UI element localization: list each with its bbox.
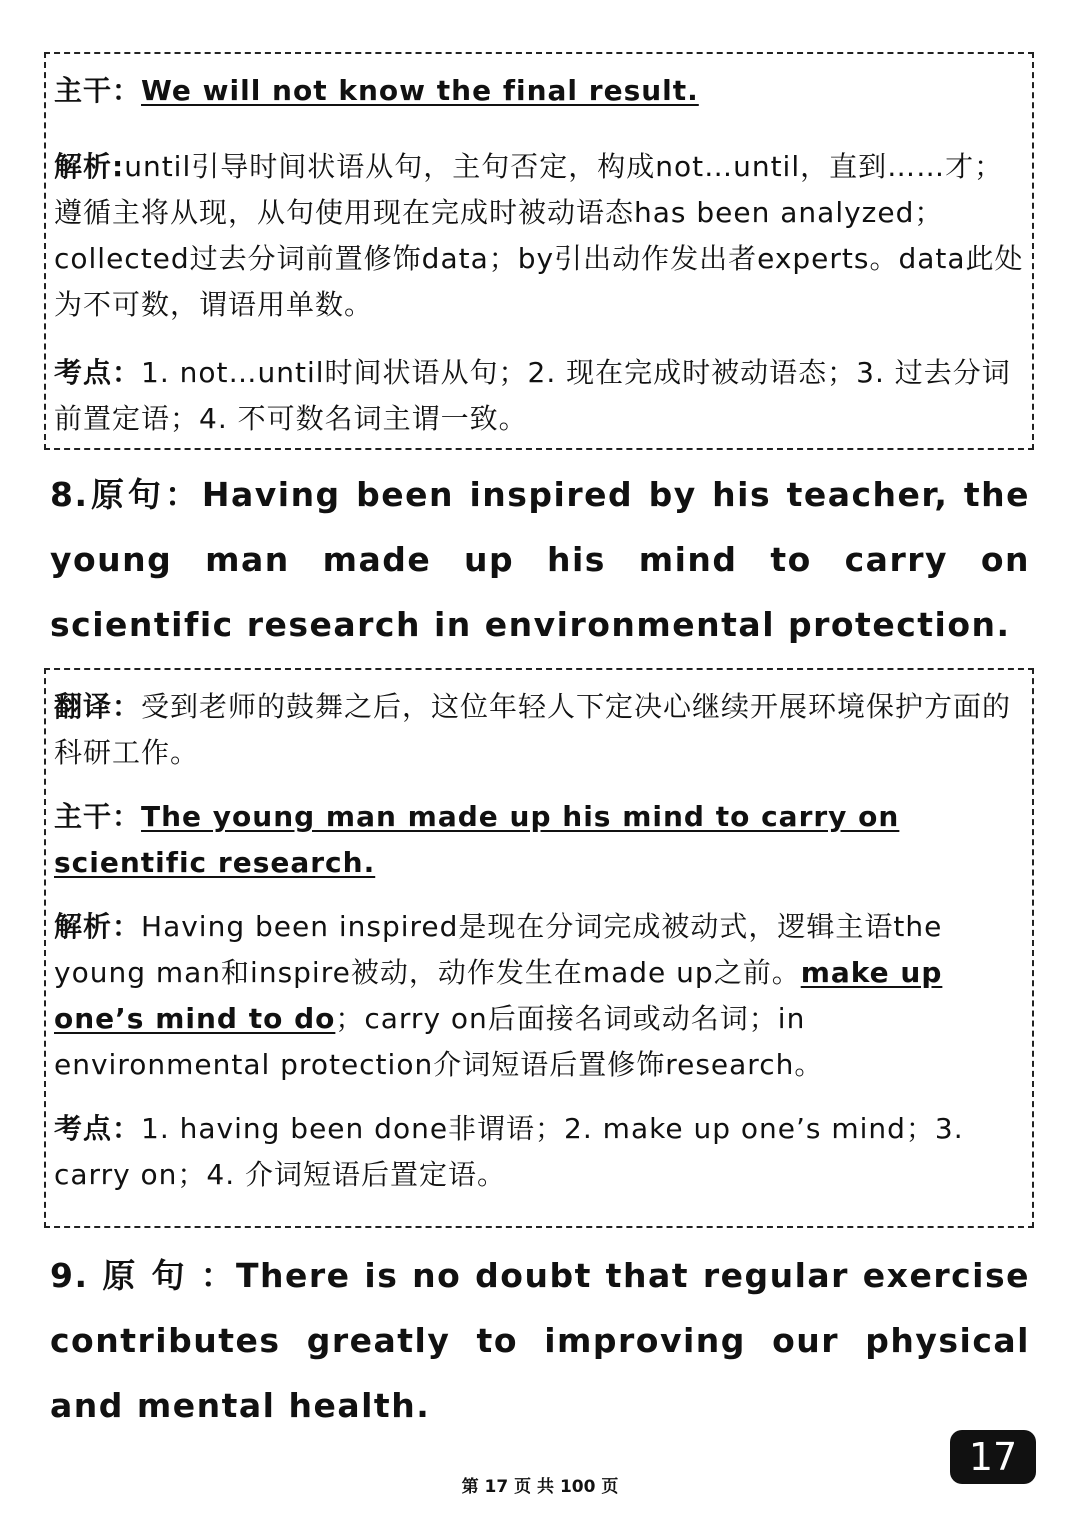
analysis	[54, 144, 1024, 328]
page-footer: 第 17 页 共 100 页	[461, 1477, 619, 1497]
test-points	[54, 1106, 1024, 1198]
translation	[54, 684, 1024, 776]
main-clause	[54, 794, 1024, 886]
translation-label: 翻译：	[54, 690, 142, 723]
analysis-text: until引导时间状语从句，主句否定，构成not…until，直到……才；遵循主将从现，从句使用现在完成时被动语态has been analyzed；collected过去分词前置修饰data；by引出动作发出者experts。data此处为不可数，谓语用单数。	[54, 150, 1024, 321]
main-clause-text: The young man made up his mind to carry on scientific research.	[54, 800, 900, 879]
sentence-8-text: Having been inspired by his teacher, the young man made up his mind to carry on scientific research in environmental protection.	[50, 475, 1030, 644]
test-points-label: 考点：	[54, 356, 142, 389]
translation-text: 受到老师的鼓舞之后，这位年轻人下定决心继续开展环境保护方面的科研工作。	[54, 690, 1012, 769]
sentence-9-text: There is no doubt that regular exercise contributes greatly to improving our physical and mental health.	[50, 1256, 1030, 1425]
main-clause-label: 主干：	[54, 74, 142, 107]
analysis-label: 解析：	[54, 910, 142, 943]
sentence-8-prefix: 8.原句：	[50, 475, 202, 514]
sentence-9-prefix: 9. 原 句 ：	[50, 1256, 237, 1295]
original-sentence-9	[50, 1243, 1030, 1438]
main-clause-text: We will not know the final result.	[141, 74, 699, 107]
test-points-text: 1. not…until时间状语从句；2. 现在完成时被动语态；3. 过去分词前置定语；4. 不可数名词主谓一致。	[54, 356, 1011, 435]
analysis	[54, 904, 1024, 1088]
test-points-label: 考点：	[54, 1112, 142, 1145]
analysis-text-1: Having been inspired是现在分词完成被动式，逻辑主语the young man和inspire被动，动作发生在made up之前。	[54, 910, 943, 989]
main-clause-label: 主干：	[54, 800, 142, 833]
test-points-text: 1. having been done非谓语；2. make up one’s mind；3. carry on；4. 介词短语后置定语。	[54, 1112, 964, 1191]
test-points	[54, 350, 1024, 442]
original-sentence-8	[50, 462, 1030, 657]
main-clause	[54, 68, 1024, 114]
analysis-text-2: ；carry on后面接名词或动名词；in environmental protection介词短语后置修饰research。	[54, 1002, 824, 1081]
analysis-emphasis: make up one’s mind to do	[54, 956, 943, 1035]
page-number-badge: 17	[950, 1430, 1036, 1484]
analysis-label: 解析:	[54, 150, 125, 183]
analysis-box-7	[44, 52, 1034, 450]
analysis-box-8	[44, 668, 1034, 1228]
